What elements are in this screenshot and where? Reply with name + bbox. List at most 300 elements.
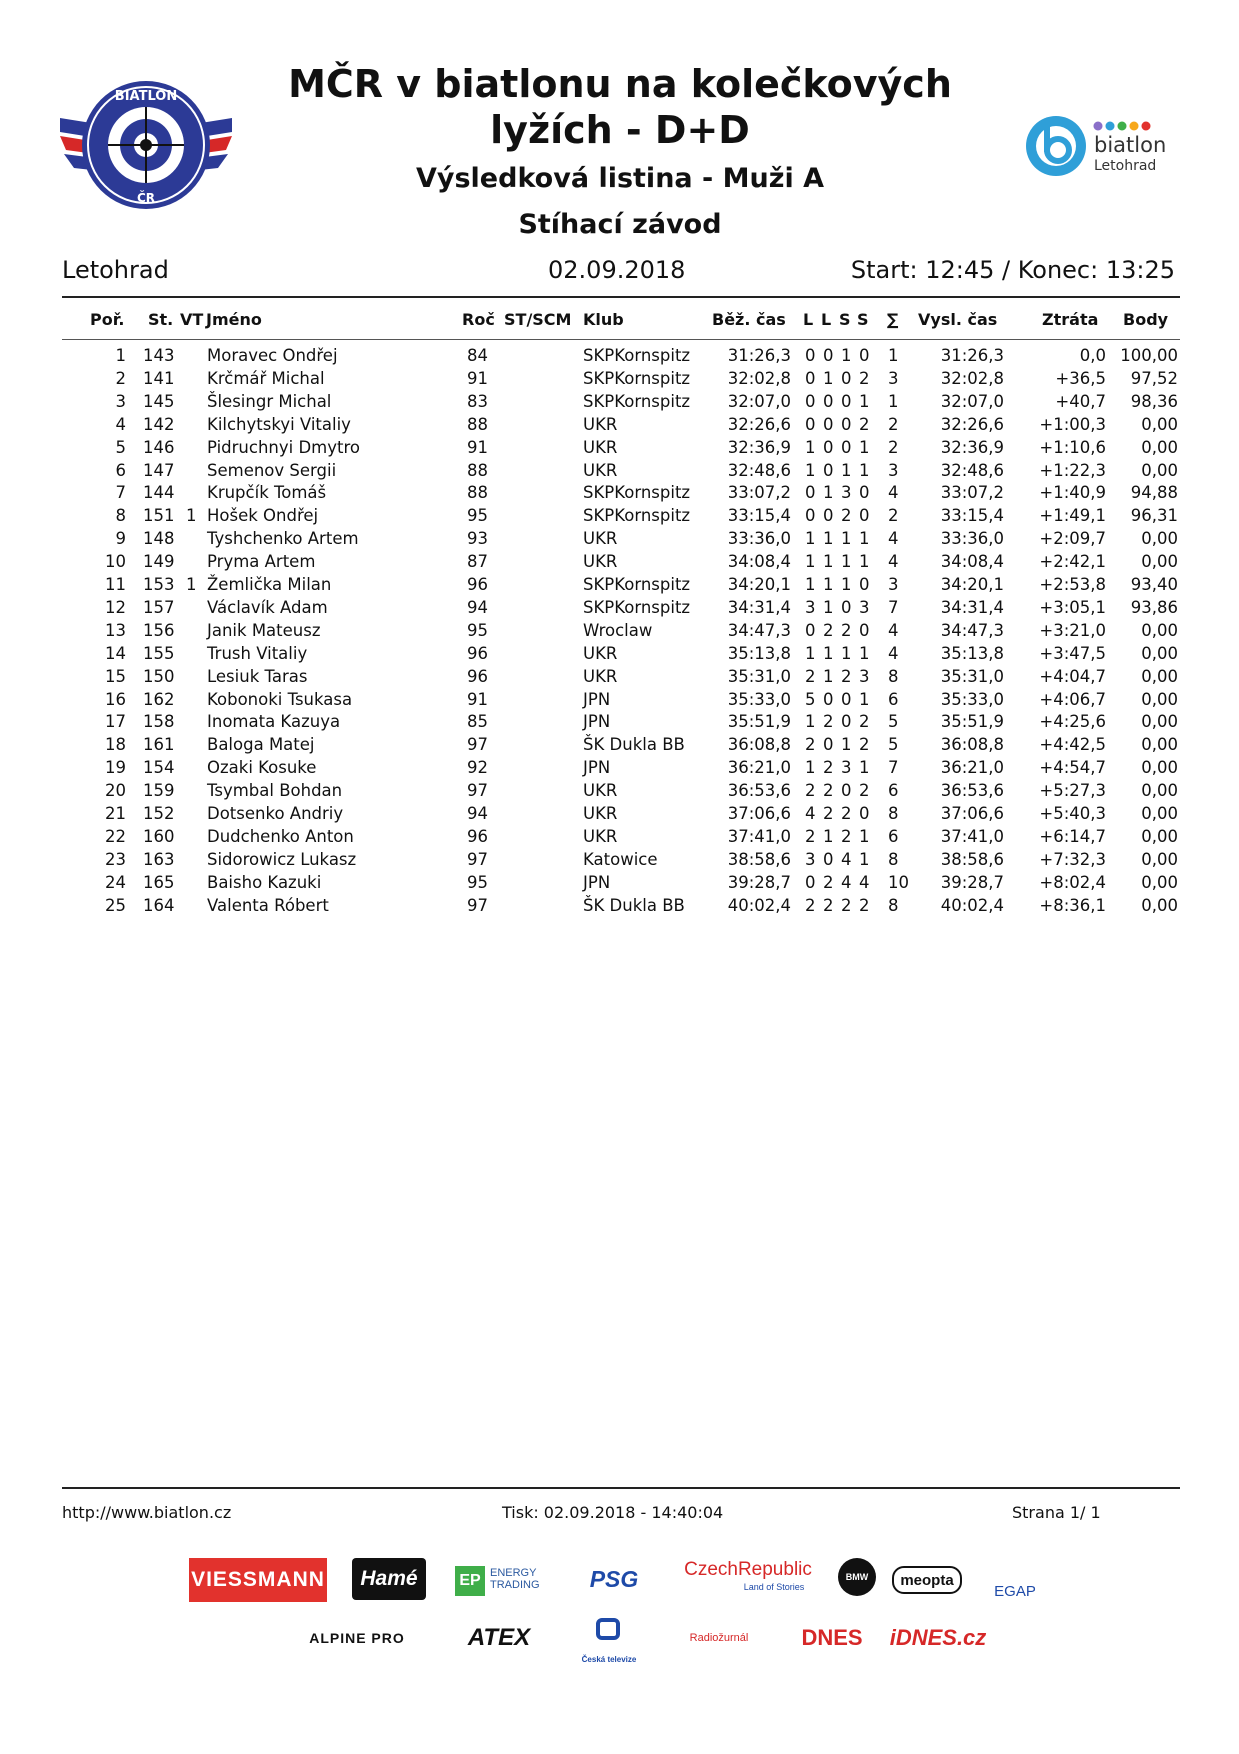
row-shooting-2: 2 <box>823 758 834 778</box>
row-club: ŠK Dukla BB <box>583 735 685 755</box>
row-athlete-name: Trush Vitaliy <box>207 643 308 663</box>
row-ski-time: 36:21,0 <box>727 758 791 778</box>
row-birth-year: 95 <box>467 620 488 640</box>
sponsor-meopta-logo: meopta <box>892 1566 962 1594</box>
table-row <box>0 461 1239 484</box>
table-row <box>0 415 1239 438</box>
sponsor-ct-mark-icon <box>596 1618 620 1640</box>
sponsor-bmw-logo: BMW <box>838 1558 876 1596</box>
row-points: 0,00 <box>1141 781 1178 801</box>
letohrad-logo-text-bottom: Letohrad <box>1094 158 1157 174</box>
row-shooting-3: 0 <box>841 368 852 388</box>
row-birth-year: 88 <box>467 460 488 480</box>
row-shooting-4: 2 <box>859 368 870 388</box>
row-result-time: 32:26,6 <box>940 414 1004 434</box>
row-penalty-sum: 2 <box>888 437 899 457</box>
row-shooting-4: 0 <box>859 620 870 640</box>
col-header-year: Roč <box>462 310 495 329</box>
row-ski-time: 37:41,0 <box>727 826 791 846</box>
row-shooting-4: 1 <box>859 758 870 778</box>
row-shooting-3: 1 <box>841 529 852 549</box>
row-ski-time: 35:51,9 <box>727 712 791 732</box>
table-row <box>0 369 1239 392</box>
col-header-behind: Ztráta <box>1042 310 1099 329</box>
row-bib: 159 <box>143 781 175 801</box>
table-row <box>0 483 1239 506</box>
row-shooting-2: 2 <box>823 804 834 823</box>
table-row <box>0 804 1239 827</box>
row-athlete-name: Šlesingr Michal <box>207 391 332 411</box>
row-athlete-name: Janik Mateusz <box>207 620 321 640</box>
row-shooting-1: 4 <box>805 804 816 823</box>
table-row <box>0 667 1239 690</box>
row-penalty-sum: 6 <box>888 826 899 846</box>
row-result-time: 33:36,0 <box>940 529 1004 549</box>
row-time-behind: +36,5 <box>1055 368 1106 388</box>
footer-page-number: Strana 1/ 1 <box>1012 1503 1101 1522</box>
row-ski-time: 35:31,0 <box>727 666 791 686</box>
row-ski-time: 33:07,2 <box>727 483 791 503</box>
row-ski-time: 32:26,6 <box>727 414 791 434</box>
row-points: 0,00 <box>1141 735 1178 755</box>
table-row <box>0 896 1239 919</box>
row-shooting-1: 0 <box>805 368 816 388</box>
row-penalty-sum: 4 <box>888 483 899 503</box>
row-bib: 147 <box>143 460 175 480</box>
row-result-time: 38:58,6 <box>940 849 1004 869</box>
row-position: 20 <box>105 781 126 801</box>
row-shooting-4: 0 <box>859 346 870 365</box>
row-penalty-sum: 1 <box>888 346 899 365</box>
row-points: 0,00 <box>1141 758 1178 778</box>
footer-url[interactable]: http://www.biatlon.cz <box>62 1503 232 1522</box>
row-shooting-2: 0 <box>823 689 834 709</box>
row-shooting-3: 3 <box>841 483 852 503</box>
row-shooting-4: 3 <box>859 666 870 686</box>
col-header-result: Vysl. čas <box>918 310 998 329</box>
row-athlete-name: Kobonoki Tsukasa <box>207 689 353 709</box>
row-shooting-4: 1 <box>859 849 870 869</box>
row-bib: 164 <box>143 895 175 915</box>
row-ski-time: 34:08,4 <box>727 552 791 572</box>
row-athlete-name: Krčmář Michal <box>207 368 325 388</box>
row-penalty-sum: 6 <box>888 689 899 709</box>
row-time-behind: +4:04,7 <box>1039 666 1106 686</box>
sponsor-radiozurnal-logo: Radiožurnál <box>689 1632 749 1644</box>
row-shooting-4: 1 <box>859 552 870 572</box>
row-result-time: 36:21,0 <box>940 758 1004 778</box>
row-ski-time: 38:58,6 <box>727 849 791 869</box>
row-shooting-3: 1 <box>841 552 852 572</box>
row-result-time: 34:08,4 <box>940 552 1004 572</box>
row-birth-year: 96 <box>467 666 488 686</box>
row-points: 97,52 <box>1130 368 1178 388</box>
row-time-behind: +4:42,5 <box>1039 735 1106 755</box>
row-shooting-4: 1 <box>859 391 870 411</box>
row-points: 0,00 <box>1141 712 1178 732</box>
row-points: 0,00 <box>1141 826 1178 846</box>
row-club: SKPKornspitz <box>583 597 691 617</box>
row-athlete-name: Semenov Sergii <box>207 460 337 480</box>
row-shooting-4: 3 <box>859 597 870 617</box>
row-birth-year: 96 <box>467 575 488 594</box>
row-bib: 163 <box>143 849 175 869</box>
table-row <box>0 712 1239 735</box>
row-result-time: 37:06,6 <box>940 804 1004 823</box>
row-shooting-3: 2 <box>841 895 852 915</box>
row-time-behind: +1:49,1 <box>1039 506 1106 526</box>
row-penalty-sum: 7 <box>888 758 899 778</box>
row-club: JPN <box>583 758 611 778</box>
table-row <box>0 644 1239 667</box>
sponsor-idnes-logo: iDNES.cz <box>889 1625 987 1650</box>
race-timing: Start: 12:45 / Konec: 13:25 <box>850 256 1175 284</box>
row-athlete-name: Václavík Adam <box>207 597 328 617</box>
col-header-st-scm: ST/SCM <box>504 310 572 329</box>
row-time-behind: +4:06,7 <box>1039 689 1106 709</box>
row-ski-time: 37:06,6 <box>727 804 791 823</box>
row-position: 13 <box>105 620 126 640</box>
row-penalty-sum: 4 <box>888 552 899 572</box>
col-header-bib: St. <box>148 310 174 329</box>
row-athlete-name: Hošek Ondřej <box>207 506 319 526</box>
row-position: 16 <box>105 689 126 709</box>
row-shooting-3: 0 <box>841 689 852 709</box>
row-position: 2 <box>115 368 126 388</box>
sponsor-viessmann-logo: VIESSMANN <box>189 1558 327 1602</box>
row-shooting-1: 2 <box>805 826 816 846</box>
row-position: 4 <box>115 414 126 434</box>
row-time-behind: +1:22,3 <box>1039 460 1106 480</box>
row-shooting-1: 1 <box>805 643 816 663</box>
row-points: 93,40 <box>1130 575 1178 594</box>
row-shooting-3: 2 <box>841 620 852 640</box>
row-points: 0,00 <box>1141 895 1178 915</box>
row-time-behind: +3:05,1 <box>1039 597 1106 617</box>
row-penalty-sum: 3 <box>888 460 899 480</box>
row-club: UKR <box>583 804 618 823</box>
row-athlete-name: Baisho Kazuki <box>207 872 322 892</box>
row-points: 96,31 <box>1130 506 1178 526</box>
title-line-2: lyžích - D+D <box>490 108 750 152</box>
row-shooting-3: 1 <box>841 575 852 594</box>
row-club: SKPKornspitz <box>583 506 691 526</box>
row-shooting-4: 2 <box>859 895 870 915</box>
row-bib: 160 <box>143 826 175 846</box>
race-type: Stíhací závod <box>518 209 722 240</box>
row-shooting-2: 1 <box>823 826 834 846</box>
row-shooting-4: 0 <box>859 575 870 594</box>
col-header-sum: ∑ <box>887 310 899 329</box>
row-shooting-3: 2 <box>841 804 852 823</box>
row-time-behind: +3:47,5 <box>1039 643 1106 663</box>
table-row <box>0 735 1239 758</box>
footer-rule <box>62 1487 1180 1489</box>
row-ski-time: 32:36,9 <box>727 437 791 457</box>
row-shooting-3: 4 <box>841 872 852 892</box>
row-shooting-1: 1 <box>805 575 816 594</box>
row-ski-time: 39:28,7 <box>727 872 791 892</box>
row-bib: 142 <box>143 414 175 434</box>
row-time-behind: +8:36,1 <box>1039 895 1106 915</box>
col-header-shooting-1: L <box>803 310 814 329</box>
row-shooting-2: 1 <box>823 597 834 617</box>
row-result-time: 31:26,3 <box>940 346 1004 365</box>
sponsor-ep-mark-icon: EP <box>455 1566 485 1596</box>
row-penalty-sum: 8 <box>888 849 899 869</box>
row-birth-year: 88 <box>467 483 488 503</box>
row-birth-year: 97 <box>467 781 488 801</box>
row-result-time: 35:51,9 <box>940 712 1004 732</box>
row-bib: 156 <box>143 620 175 640</box>
row-shooting-2: 0 <box>823 506 834 526</box>
row-shooting-2: 2 <box>823 872 834 892</box>
row-ski-time: 35:33,0 <box>727 689 791 709</box>
row-time-behind: +4:25,6 <box>1039 712 1106 732</box>
row-club: UKR <box>583 552 618 572</box>
row-bib: 146 <box>143 437 175 457</box>
table-row <box>0 758 1239 781</box>
row-athlete-name: Žemlička Milan <box>207 575 332 594</box>
table-row <box>0 598 1239 621</box>
row-shooting-3: 1 <box>841 643 852 663</box>
row-bib: 154 <box>143 758 175 778</box>
row-points: 0,00 <box>1141 666 1178 686</box>
row-vt: 1 <box>186 506 197 526</box>
table-row <box>0 529 1239 552</box>
row-bib: 161 <box>143 735 175 755</box>
table-row <box>0 781 1239 804</box>
row-result-time: 33:15,4 <box>940 506 1004 526</box>
row-club: UKR <box>583 414 618 434</box>
row-shooting-3: 1 <box>841 735 852 755</box>
row-position: 18 <box>105 735 126 755</box>
row-time-behind: +40,7 <box>1055 391 1106 411</box>
row-result-time: 37:41,0 <box>940 826 1004 846</box>
row-bib: 148 <box>143 529 175 549</box>
row-points: 98,36 <box>1130 391 1178 411</box>
row-athlete-name: Baloga Matej <box>207 735 315 755</box>
row-result-time: 34:31,4 <box>940 597 1004 617</box>
row-points: 0,00 <box>1141 414 1178 434</box>
row-birth-year: 94 <box>467 597 488 617</box>
row-birth-year: 91 <box>467 437 488 457</box>
row-athlete-name: Sidorowicz Lukasz <box>207 849 357 869</box>
row-ski-time: 32:02,8 <box>727 368 791 388</box>
biatlon-letohrad-logo <box>1024 112 1176 180</box>
emblem-ring-text: BIATLON <box>114 89 178 104</box>
row-ski-time: 40:02,4 <box>727 895 791 915</box>
row-result-time: 32:48,6 <box>940 460 1004 480</box>
row-points: 0,00 <box>1141 460 1178 480</box>
row-bib: 149 <box>143 552 175 572</box>
row-shooting-3: 2 <box>841 826 852 846</box>
row-shooting-1: 2 <box>805 781 816 801</box>
row-penalty-sum: 5 <box>888 712 899 732</box>
row-ski-time: 32:07,0 <box>727 391 791 411</box>
row-penalty-sum: 8 <box>888 804 899 823</box>
row-shooting-3: 2 <box>841 666 852 686</box>
row-shooting-2: 1 <box>823 529 834 549</box>
row-bib: 157 <box>143 597 175 617</box>
sponsor-energy-trading-logo: ENERGY TRADING <box>490 1567 540 1591</box>
row-points: 0,00 <box>1141 529 1178 549</box>
row-club: UKR <box>583 437 618 457</box>
row-penalty-sum: 4 <box>888 643 899 663</box>
row-athlete-name: Ozaki Kosuke <box>207 758 317 778</box>
row-penalty-sum: 4 <box>888 620 899 640</box>
row-penalty-sum: 10 <box>888 872 909 892</box>
row-position: 12 <box>105 597 126 617</box>
row-result-time: 33:07,2 <box>940 483 1004 503</box>
sponsor-dnes-logo: DNES <box>801 1625 863 1650</box>
row-club: Katowice <box>583 849 658 869</box>
row-shooting-2: 0 <box>823 735 834 755</box>
sponsor-alpine-pro-logo: ALPINE PRO <box>309 1630 405 1646</box>
row-shooting-4: 1 <box>859 689 870 709</box>
row-club: ŠK Dukla BB <box>583 895 685 915</box>
sponsor-egap-logo: EGAP <box>994 1582 1036 1600</box>
table-row <box>0 552 1239 575</box>
row-result-time: 40:02,4 <box>940 895 1004 915</box>
row-athlete-name: Tsymbal Bohdan <box>207 781 343 801</box>
row-club: SKPKornspitz <box>583 391 691 411</box>
row-athlete-name: Pryma Artem <box>207 552 316 572</box>
row-shooting-4: 2 <box>859 781 870 801</box>
row-result-time: 32:07,0 <box>940 391 1004 411</box>
row-birth-year: 96 <box>467 643 488 663</box>
row-shooting-2: 2 <box>823 712 834 732</box>
sponsor-atex-logo: ATEX <box>467 1624 531 1651</box>
row-club: JPN <box>583 712 611 732</box>
row-shooting-4: 1 <box>859 529 870 549</box>
row-ski-time: 35:13,8 <box>727 643 791 663</box>
row-birth-year: 94 <box>467 804 488 823</box>
row-athlete-name: Dudchenko Anton <box>207 826 354 846</box>
row-bib: 155 <box>143 643 175 663</box>
row-time-behind: +8:02,4 <box>1039 872 1106 892</box>
row-shooting-2: 1 <box>823 368 834 388</box>
row-athlete-name: Moravec Ondřej <box>207 346 338 365</box>
row-shooting-1: 0 <box>805 506 816 526</box>
row-position: 24 <box>105 872 126 892</box>
row-position: 9 <box>115 529 126 549</box>
sponsor-ceska-televize-logo: Česká televize <box>581 1655 637 1664</box>
row-shooting-1: 5 <box>805 689 816 709</box>
row-penalty-sum: 3 <box>888 368 899 388</box>
row-shooting-3: 0 <box>841 391 852 411</box>
row-ski-time: 34:47,3 <box>727 620 791 640</box>
row-time-behind: +4:54,7 <box>1039 758 1106 778</box>
row-shooting-3: 1 <box>841 346 852 365</box>
row-penalty-sum: 6 <box>888 781 899 801</box>
row-birth-year: 84 <box>467 346 488 365</box>
table-row <box>0 506 1239 529</box>
row-club: SKPKornspitz <box>583 575 691 594</box>
table-row <box>0 392 1239 415</box>
row-position: 7 <box>115 483 126 503</box>
row-shooting-2: 2 <box>823 781 834 801</box>
col-header-name: Jméno <box>206 310 262 329</box>
row-ski-time: 34:20,1 <box>727 575 791 594</box>
sponsor-psg-logo: PSG <box>589 1565 639 1592</box>
row-position: 19 <box>105 758 126 778</box>
row-birth-year: 91 <box>467 689 488 709</box>
row-athlete-name: Krupčík Tomáš <box>207 483 327 503</box>
row-time-behind: +1:10,6 <box>1039 437 1106 457</box>
row-position: 17 <box>105 712 126 732</box>
row-time-behind: +5:27,3 <box>1039 781 1106 801</box>
row-birth-year: 91 <box>467 368 488 388</box>
row-time-behind: +2:09,7 <box>1039 529 1106 549</box>
emblem-bottom-text: ČR <box>136 191 156 205</box>
table-row <box>0 621 1239 644</box>
row-bib: 151 <box>143 506 175 526</box>
row-penalty-sum: 2 <box>888 414 899 434</box>
row-result-time: 34:47,3 <box>940 620 1004 640</box>
row-shooting-1: 0 <box>805 414 816 434</box>
row-birth-year: 95 <box>467 872 488 892</box>
row-vt: 1 <box>186 575 197 594</box>
row-points: 0,00 <box>1141 689 1178 709</box>
row-club: Wroclaw <box>583 620 653 640</box>
row-position: 25 <box>105 895 126 915</box>
row-ski-time: 34:31,4 <box>727 597 791 617</box>
row-shooting-3: 2 <box>841 506 852 526</box>
row-bib: 152 <box>143 804 175 823</box>
col-header-vt: VT <box>180 310 204 329</box>
col-header-shooting-3: S <box>839 310 851 329</box>
col-header-position: Poř. <box>90 310 125 329</box>
row-shooting-4: 0 <box>859 483 870 503</box>
table-row <box>0 438 1239 461</box>
row-shooting-2: 0 <box>823 460 834 480</box>
row-result-time: 36:08,8 <box>940 735 1004 755</box>
row-shooting-3: 4 <box>841 849 852 869</box>
row-shooting-1: 1 <box>805 552 816 572</box>
row-position: 22 <box>105 826 126 846</box>
table-row <box>0 850 1239 873</box>
table-header-rule <box>62 339 1180 340</box>
row-birth-year: 96 <box>467 826 488 846</box>
biatlon-cr-emblem <box>60 78 232 212</box>
table-row <box>0 575 1239 598</box>
row-time-behind: +5:40,3 <box>1039 804 1106 823</box>
sponsor-hame-logo: Hamé <box>352 1558 426 1600</box>
row-birth-year: 97 <box>467 735 488 755</box>
row-position: 8 <box>115 506 126 526</box>
col-header-shooting-4: S <box>857 310 869 329</box>
row-shooting-3: 0 <box>841 712 852 732</box>
row-position: 14 <box>105 643 126 663</box>
row-points: 0,00 <box>1141 872 1178 892</box>
row-shooting-2: 1 <box>823 666 834 686</box>
row-time-behind: +1:00,3 <box>1039 414 1106 434</box>
row-bib: 141 <box>143 368 175 388</box>
row-points: 0,00 <box>1141 620 1178 640</box>
col-header-club: Klub <box>583 310 624 329</box>
row-position: 6 <box>115 460 126 480</box>
row-birth-year: 97 <box>467 849 488 869</box>
row-shooting-1: 0 <box>805 346 816 365</box>
row-club: UKR <box>583 826 618 846</box>
row-club: UKR <box>583 666 618 686</box>
row-ski-time: 36:53,6 <box>727 781 791 801</box>
row-points: 0,00 <box>1141 437 1178 457</box>
row-shooting-1: 1 <box>805 712 816 732</box>
row-shooting-2: 2 <box>823 620 834 640</box>
row-bib: 158 <box>143 712 175 732</box>
